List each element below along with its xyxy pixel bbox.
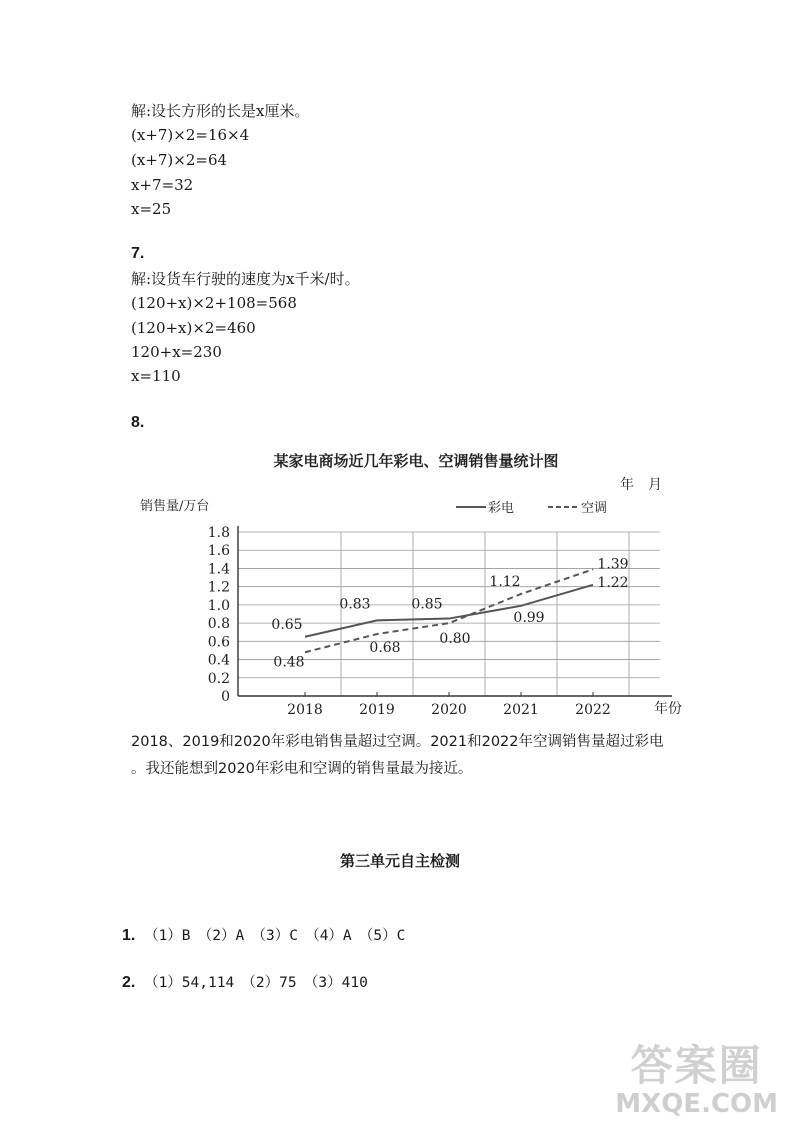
- x-tick-labels: [287, 702, 611, 718]
- x-tick-label: 2021: [503, 702, 539, 718]
- chart-title: 某家电商场近几年彩电、空调销售量统计图: [273, 452, 559, 470]
- y-tick-label: 0.6: [207, 634, 230, 651]
- data-label: 0.99: [513, 609, 545, 626]
- data-label: 1.12: [489, 573, 521, 590]
- data-label: 1.22: [597, 574, 629, 591]
- x-tick-label: 2018: [287, 702, 323, 718]
- legend-label-series-1: 彩电: [488, 501, 515, 516]
- x-tick-label: 2020: [431, 702, 467, 718]
- q8-number: 8.: [131, 414, 145, 431]
- y-tick-label: 0.2: [207, 670, 230, 687]
- y-tick-label: 1.4: [207, 561, 230, 578]
- x-tick-label: 2019: [359, 702, 395, 718]
- legend: [456, 500, 607, 516]
- data-label: 0.48: [273, 654, 305, 671]
- q7-line-2: (120+x)×2+108=568: [131, 294, 297, 312]
- q8-conclusion-line-2: 。我还能想到2020年彩电和空调的销售量最为接近。: [131, 761, 473, 777]
- watermark-logo: [615, 1033, 778, 1119]
- legend-label-series-2: 空调: [581, 501, 608, 516]
- q6-line-3: (x+7)×2=64: [131, 151, 228, 169]
- q8-conclusion-line-1: 2018、2019和2020年彩电销售量超过空调。2021和2022年空调销售量超过彩电: [131, 734, 664, 750]
- y-tick-label: 1.6: [207, 543, 230, 560]
- answer-2-text: （1）54,114 （2）75 （3）410: [144, 975, 368, 991]
- q7-number: 7.: [131, 245, 145, 262]
- grid: [238, 526, 672, 696]
- y-tick-label: 0.8: [207, 616, 230, 633]
- q6-line-4: x+7=32: [131, 176, 194, 194]
- watermark-line-2: MXQE.COM: [615, 1089, 778, 1119]
- answer-1: [122, 924, 405, 945]
- data-label: 0.85: [411, 596, 443, 613]
- y-axis-label: 销售量/万台: [140, 499, 210, 514]
- data-label: 0.83: [339, 596, 371, 613]
- y-tick-label: 0: [221, 689, 230, 705]
- q6-line-2: (x+7)×2=16×4: [131, 126, 250, 144]
- q6-line-5: x=25: [131, 200, 172, 218]
- data-label: 0.80: [439, 631, 471, 648]
- answer-2: [122, 971, 368, 992]
- chart-date-note: 年 月: [620, 477, 662, 493]
- data-label: 0.65: [271, 616, 303, 633]
- data-label: 0.68: [369, 640, 401, 657]
- answer-1-number: 1.: [122, 927, 136, 944]
- answer-2-number: 2.: [122, 974, 136, 991]
- watermark-line-1: 答案圈: [630, 1041, 763, 1090]
- answer-1-text: （1）B （2）A （3）C （4）A （5）C: [144, 928, 406, 944]
- y-tick-label: 1.0: [207, 597, 230, 614]
- q7-line-4: 120+x=230: [131, 343, 222, 361]
- y-tick-labels: [208, 525, 230, 705]
- y-tick-label: 1.8: [207, 525, 230, 541]
- data-label: 1.39: [597, 556, 629, 573]
- q7-line-5: x=110: [131, 367, 181, 385]
- y-tick-label: 1.2: [207, 579, 230, 596]
- q7-line-1: 解:设货车行驶的速度为x千米/时。: [131, 270, 360, 288]
- data-labels: [271, 556, 628, 670]
- q7-line-3: (120+x)×2=460: [131, 319, 256, 337]
- x-tick-label: 2022: [575, 702, 611, 718]
- y-tick-label: 0.4: [207, 652, 230, 669]
- q6-line-1: 解:设长方形的长是x厘米。: [131, 102, 310, 120]
- sales-line-chart: [130, 440, 690, 722]
- x-axis-label: 年份: [654, 701, 682, 717]
- section-title: 第三单元自主检测: [339, 852, 460, 870]
